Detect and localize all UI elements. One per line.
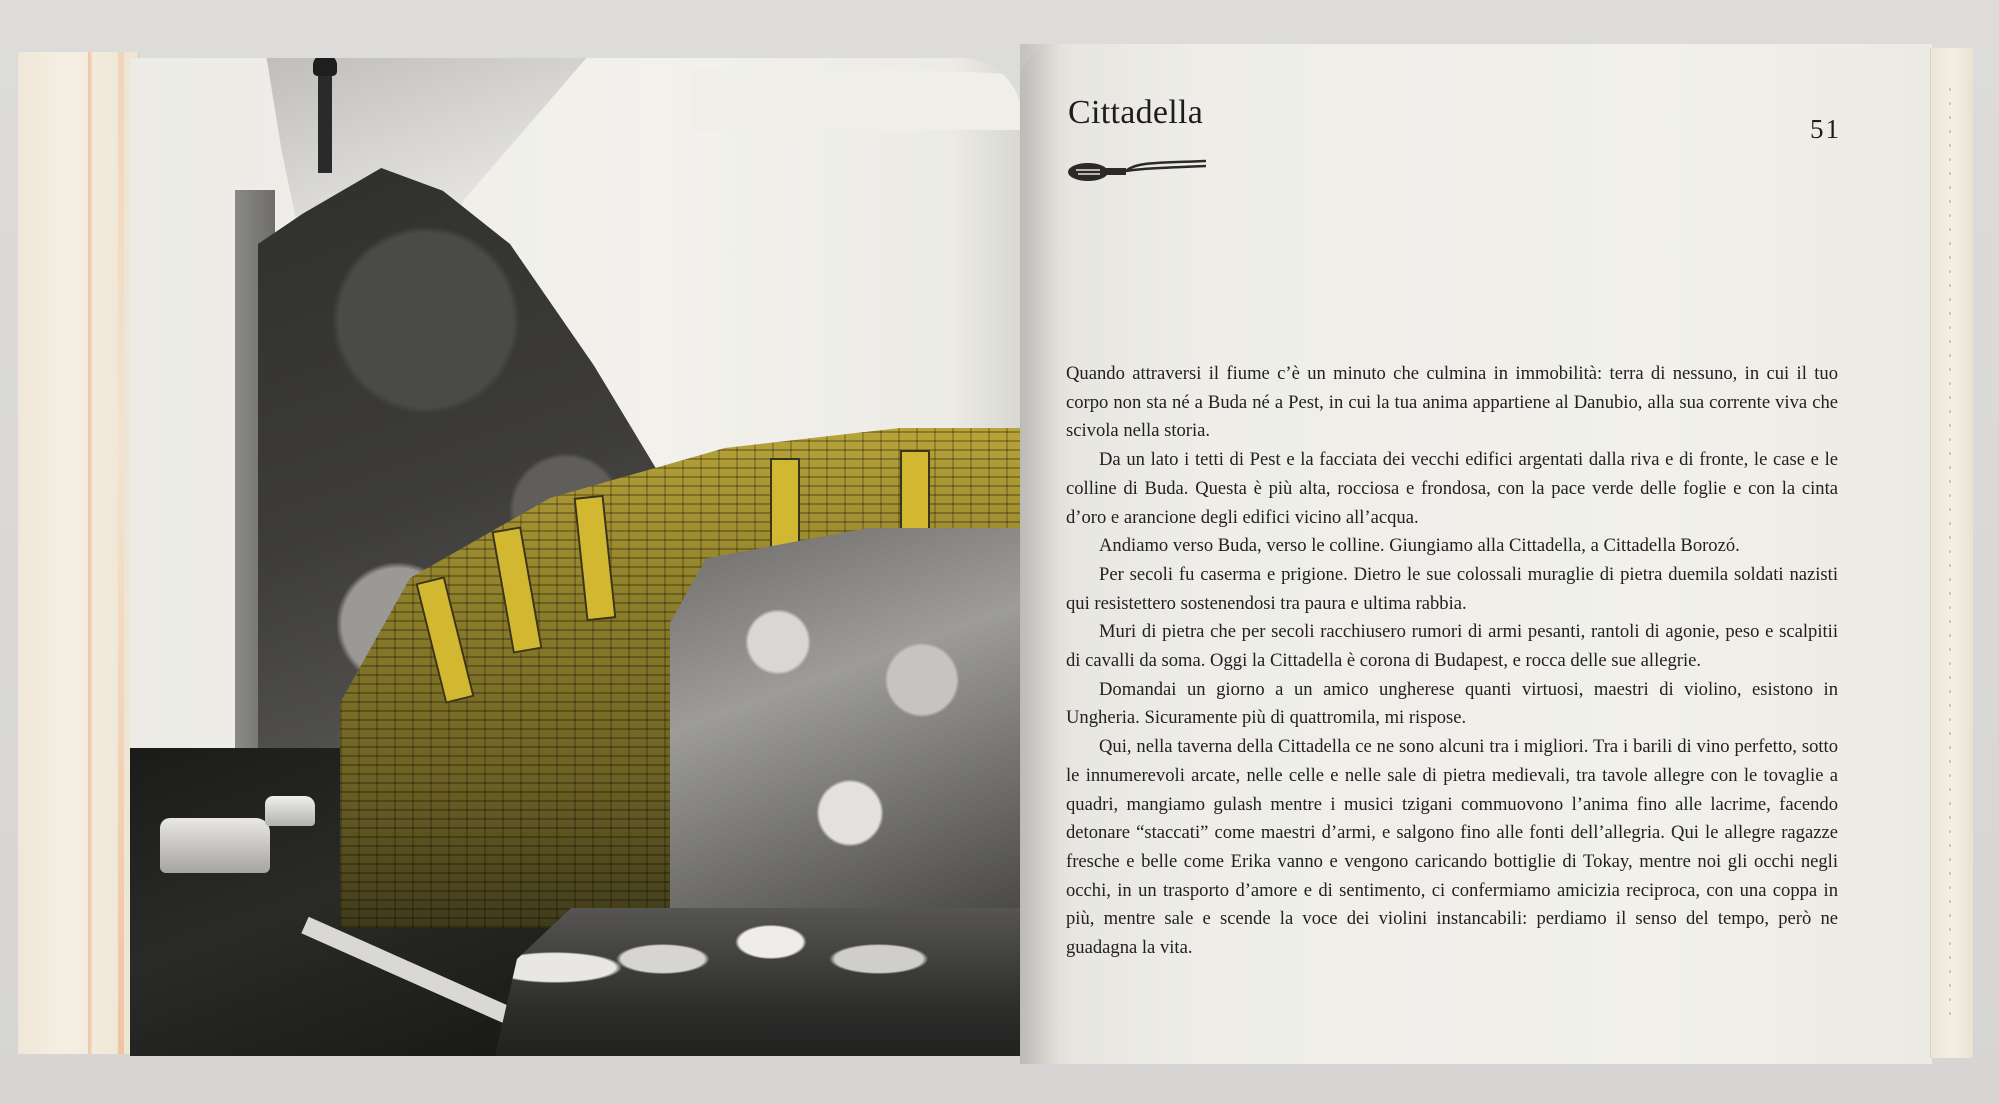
body-text bbox=[1066, 360, 1838, 963]
car-icon bbox=[160, 818, 270, 873]
paragraph: Da un lato i tetti di Pest e la facciata dei vecchi edifici argentati dalla riva e di fronte, le case e le colline di Buda. Questa è più alta, rocciosa e frondosa, con la pace verde delle foglie e con la cinta d’oro e arancione degli edifici vicino all’acqua. bbox=[1066, 449, 1838, 528]
gutter-shadow bbox=[1020, 44, 1060, 1064]
paragraph: Qui, nella taverna della Cittadella ce ne sono alcuni tra i migliori. Tra i barili di vino perfetto, sotto le innumerevoli arcate, nelle celle e nelle sale di pietra medievali, tra tavole allegre con le tovaglie a quadri, mangiamo gulash mentre i musici tzigani commuovono l’anima fino alle lacrime, facendo detonare “staccati” come maestri d’armi, e salgono fino alle fonti dell’allegria. Qui le allegre ragazze fresche e belle come Erika vanno e vengono caricando bottiglie di Tokay, mentre noi gli occhi negli occhi, in un trasporto d’amore e di sentimento, ci confermiamo amicizia reciproca, con una coppa in più, mentre sale e scende la voce dei violini instancabili: perdiamo il senso del tempo, però ne guadagna la vita. bbox=[1066, 736, 1838, 959]
photo-collage bbox=[130, 58, 1022, 1056]
page-curl bbox=[690, 70, 1022, 130]
book-cover-left-edge bbox=[18, 52, 139, 1054]
fork-icon bbox=[1066, 152, 1206, 186]
collage-musicians-photo bbox=[490, 908, 1022, 1056]
right-page bbox=[1020, 44, 1932, 1064]
chapter-title: Cittadella bbox=[1068, 94, 1204, 131]
page-edges bbox=[1949, 88, 1951, 1018]
paragraph: Quando attraversi il fiume c’è un minuto che culmina in immobilità: terra di nessuno, in cui il tuo corpo non sta né a Buda né a Pest, in cui la tua anima appartiene al Danubio, alla sua corrente viva che scivola nella storia. bbox=[1066, 363, 1838, 442]
page-number: 51 bbox=[1810, 114, 1841, 144]
left-page bbox=[130, 58, 1022, 1056]
book-cover-right-edge bbox=[1930, 48, 1973, 1058]
paragraph: Per secoli fu caserma e prigione. Dietro le sue colossali muraglie di pietra duemila soldati nazisti qui resistettero sostenendosi tra paura e ultima rabbia. bbox=[1066, 563, 1838, 614]
paragraph: Domandai un giorno a un amico ungherese quanti virtuosi, maestri di violino, esistono in Ungheria. Sicuramente più di quattromila, mi rispose. bbox=[1066, 678, 1838, 729]
paragraph: Muri di pietra che per secoli racchiusero rumori di armi pesanti, rantoli di agonie, peso e scalpitii di cavalli da soma. Oggi la Cittadella è corona di Budapest, e rocca delle sue allegrie. bbox=[1066, 621, 1838, 672]
car-icon bbox=[265, 796, 315, 826]
endpaper-edge bbox=[118, 52, 124, 1054]
cover-fold bbox=[88, 52, 92, 1054]
lamp-head-icon bbox=[313, 58, 337, 76]
collage-tavern-photo bbox=[670, 528, 1022, 908]
paragraph: Andiamo verso Buda, verso le colline. Giungiamo alla Cittadella, a Cittadella Borozó. bbox=[1099, 535, 1740, 557]
